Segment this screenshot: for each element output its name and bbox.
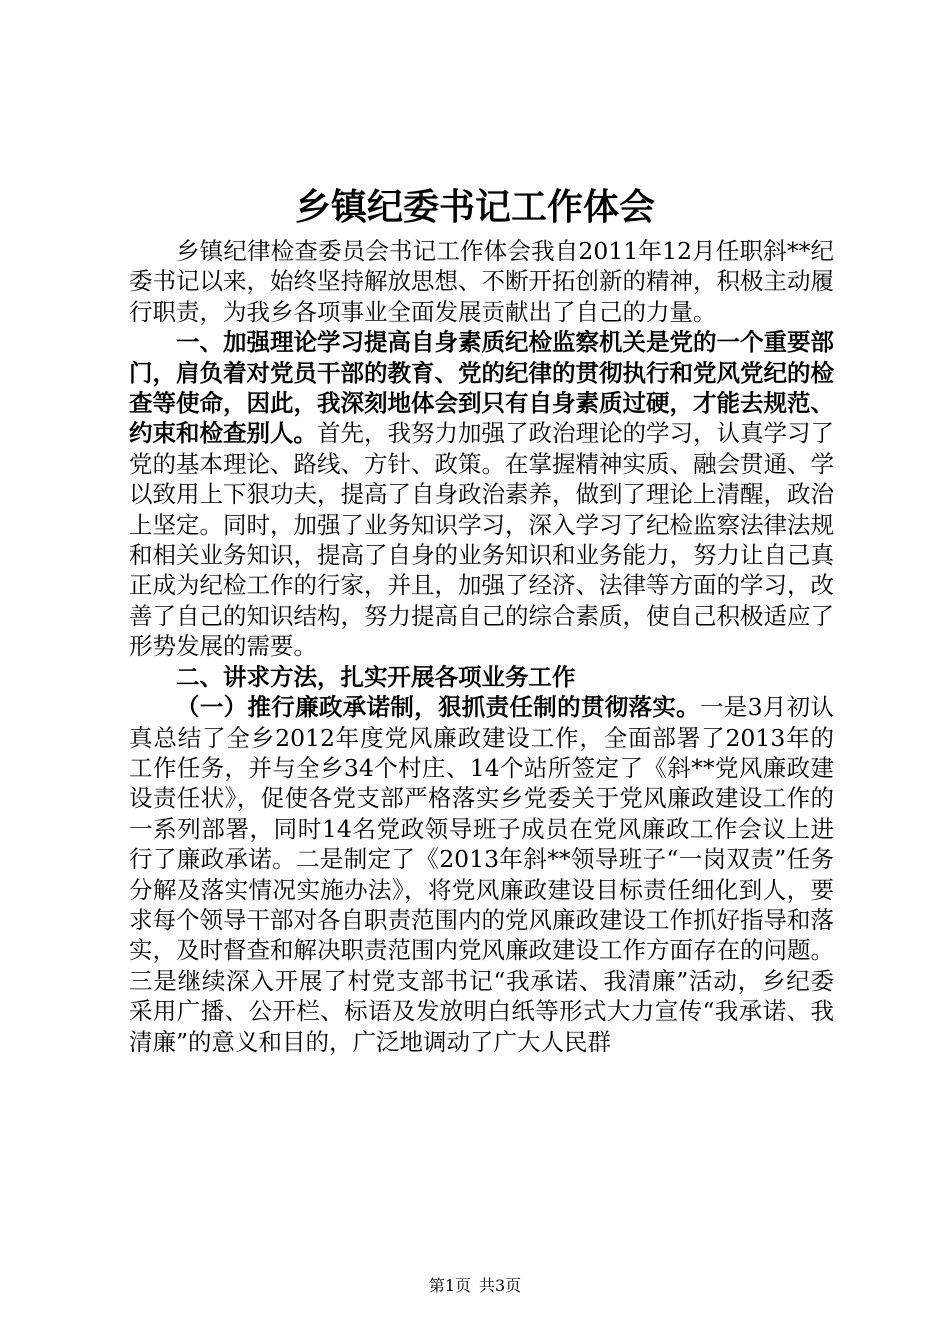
subsection-1-text: 一是3月初认真总结了全乡2012年度党风廉政建设工作，全面部署了2013年的工作任务，并与全乡34个村庄、14个站所签定了《斜**党风廉政建设责任状》，促使各党支部严格落实乡党委关于党风廉政建设工作的一系列部署，同时14名党政领导班子成员在党风廉政工作会议上进行了廉政承诺。二是制定了《2013年斜**领导班子“一岗双责”任务分解及落实情况实施办法》，将党风廉政建设目标责任细化到人，要求每个领导干部对各自职责范围内的党风廉政建设工作抓好指导和落实，及时督查和解决职责范围内党风廉政建设工作方面存在的问题。三是继续深入开展了村党支部书记“我承诺、我清廉”活动，乡纪委采用广播、公开栏、标语及发放明白纸等形式大力宣传“我承诺、我清廉”的意义和目的，广泛地调动了广大人民群 [129, 693, 835, 1056]
document-title: 乡镇纪委书记工作体会 [294, 186, 655, 228]
page-number-total: 共3页 [479, 1276, 522, 1295]
paragraph-subsection-1 [129, 692, 834, 1057]
paragraph-section-1 [129, 327, 834, 661]
section-2-heading: 二、讲求方法，扎实开展各项业务工作 [176, 662, 576, 691]
paragraph-section-2-heading [129, 662, 834, 692]
page-number-current: 第1页 [428, 1276, 471, 1295]
section-1-text: 首先，我努力加强了政治理论的学习，认真学习了党的基本理论、路线、方针、政策。在掌握精神实质、融会贯通、学以致用上下狠功夫，提高了自身政治素养，做到了理论上清醒，政治上坚定。同时，加强了业务知识学习，深入学习了纪检监察法律法规和相关业务知识，提高了自身的业务知识和业务能力，努力让自己真正成为纪检工作的行家，并且，加强了经济、法律等方面的学习，改善了自己的知识结构，努力提高自己的综合素质，使自己积极适应了形势发展的需要。 [129, 419, 834, 661]
paragraph-intro-text: 乡镇纪律检查委员会书记工作体会我自2011年12月任职斜**纪委书记以来，始终坚持解放思想、不断开拓创新的精神，积极主动履行职责，为我乡各项事业全面发展贡献出了自己的力量。 [129, 237, 834, 326]
document-body [129, 236, 834, 1057]
page-footer [0, 1275, 950, 1297]
paragraph-intro [129, 236, 834, 327]
subsection-1-heading: （一）推行廉政承诺制，狠抓责任制的贯彻落实。 [176, 693, 700, 722]
section-1-heading: 一、加强理论学习提高自身素质纪检监察机关是党的一个重要部门，肩负着对党员干部的教育、党的纪律的贯彻执行和党风党纪的检查等使命，因此，我深刻地体会到只有自身素质过硬，才能去规范、约束和检查别人。 [129, 328, 834, 448]
